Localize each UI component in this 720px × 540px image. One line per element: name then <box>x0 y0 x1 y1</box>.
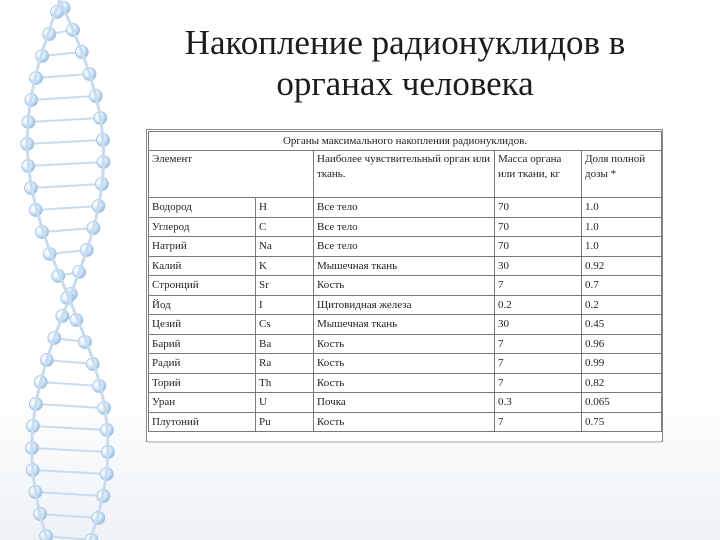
cell-element-symbol: Cs <box>256 315 314 335</box>
dna-rung <box>27 140 103 144</box>
cell-organ-mass: 0.3 <box>495 393 582 413</box>
cell-organ-mass: 30 <box>495 315 582 335</box>
cell-dose-fraction: 0.7 <box>582 276 662 296</box>
cell-organ-mass: 7 <box>495 412 582 432</box>
cell-element-name: Барий <box>149 334 256 354</box>
dna-rung <box>36 492 104 496</box>
cell-dose-fraction: 0.065 <box>582 393 662 413</box>
dna-rung <box>31 184 102 188</box>
cell-organ-name: Кость <box>314 354 495 374</box>
cell-organ-name: Почка <box>314 393 495 413</box>
slide-title-line-2: органах человека <box>276 64 534 103</box>
cell-element-symbol: U <box>256 393 314 413</box>
cell-organ-name: Все тело <box>314 237 495 257</box>
cell-dose-fraction: 0.96 <box>582 334 662 354</box>
cell-organ-mass: 30 <box>495 256 582 276</box>
cell-element-symbol: C <box>256 217 314 237</box>
dna-strand <box>32 0 104 540</box>
cell-organ-mass: 0.2 <box>495 295 582 315</box>
table-bottom-shadow <box>148 441 661 443</box>
cell-element-name: Углерод <box>149 217 256 237</box>
cell-organ-name: Кость <box>314 412 495 432</box>
table-row <box>149 412 662 432</box>
cell-element-symbol: Th <box>256 373 314 393</box>
cell-element-name: Стронций <box>149 276 256 296</box>
cell-element-name: Плутоний <box>149 412 256 432</box>
table-row <box>149 217 662 237</box>
cell-element-symbol: I <box>256 295 314 315</box>
column-header-dose: Доля полной дозы * <box>582 151 662 198</box>
dna-helix-icon <box>0 0 130 540</box>
dna-rung <box>36 404 104 408</box>
table-row <box>149 315 662 335</box>
table-row <box>149 393 662 413</box>
cell-element-symbol: Pu <box>256 412 314 432</box>
table-row <box>149 276 662 296</box>
dna-rung <box>33 426 107 430</box>
dna-rung <box>28 118 100 122</box>
cell-organ-mass: 70 <box>495 198 582 218</box>
cell-organ-mass: 70 <box>495 237 582 257</box>
table-caption: Органы максимального накопления радионуклидов. <box>149 132 662 151</box>
cell-element-symbol: Sr <box>256 276 314 296</box>
slide-title <box>140 22 670 104</box>
table-row <box>149 354 662 374</box>
dna-rung <box>36 74 89 78</box>
cell-dose-fraction: 0.2 <box>582 295 662 315</box>
slide-title-line-1: Накопление радионуклидов в <box>184 23 626 62</box>
dna-rung <box>36 206 99 210</box>
cell-element-symbol: Ra <box>256 354 314 374</box>
cell-dose-fraction: 1.0 <box>582 217 662 237</box>
dna-rung <box>41 382 99 386</box>
cell-dose-fraction: 0.82 <box>582 373 662 393</box>
cell-organ-mass: 7 <box>495 276 582 296</box>
radionuclide-table <box>148 131 662 432</box>
cell-organ-mass: 7 <box>495 373 582 393</box>
cell-organ-name: Мышечная ткань <box>314 315 495 335</box>
cell-element-name: Водород <box>149 198 256 218</box>
table-row <box>149 295 662 315</box>
cell-element-symbol: K <box>256 256 314 276</box>
cell-dose-fraction: 0.45 <box>582 315 662 335</box>
cell-element-name: Натрий <box>149 237 256 257</box>
cell-element-name: Торий <box>149 373 256 393</box>
cell-dose-fraction: 1.0 <box>582 237 662 257</box>
cell-dose-fraction: 0.92 <box>582 256 662 276</box>
dna-rung <box>42 228 93 232</box>
dna-rung <box>32 448 108 452</box>
table-row <box>149 334 662 354</box>
cell-organ-name: Мышечная ткань <box>314 256 495 276</box>
cell-organ-mass: 7 <box>495 354 582 374</box>
cell-element-name: Уран <box>149 393 256 413</box>
cell-element-symbol: Ba <box>256 334 314 354</box>
cell-element-symbol: Na <box>256 237 314 257</box>
column-header-mass: Масса органа или ткани, кг <box>495 151 582 198</box>
cell-element-name: Цезий <box>149 315 256 335</box>
dna-rung <box>33 470 107 474</box>
cell-element-symbol: H <box>256 198 314 218</box>
dna-rung <box>47 360 93 364</box>
dna-rung <box>40 514 98 518</box>
cell-dose-fraction: 0.75 <box>582 412 662 432</box>
column-header-organ: Наиболее чувствительный орган или ткань. <box>314 151 495 198</box>
cell-element-name: Радий <box>149 354 256 374</box>
table-row <box>149 373 662 393</box>
table-row <box>149 237 662 257</box>
column-header-element: Элемент <box>149 151 314 198</box>
table-row <box>149 256 662 276</box>
table-row <box>149 198 662 218</box>
cell-organ-name: Щитовидная железа <box>314 295 495 315</box>
cell-organ-name: Кость <box>314 373 495 393</box>
cell-organ-name: Кость <box>314 276 495 296</box>
cell-organ-mass: 7 <box>495 334 582 354</box>
dna-rung <box>28 162 103 166</box>
cell-organ-name: Все тело <box>314 217 495 237</box>
cell-dose-fraction: 0.99 <box>582 354 662 374</box>
cell-dose-fraction: 1.0 <box>582 198 662 218</box>
table-body <box>149 198 662 432</box>
dna-rung <box>31 96 95 100</box>
cell-organ-name: Кость <box>314 334 495 354</box>
cell-element-name: Йод <box>149 295 256 315</box>
cell-organ-name: Все тело <box>314 198 495 218</box>
cell-element-name: Калий <box>149 256 256 276</box>
cell-organ-mass: 70 <box>495 217 582 237</box>
